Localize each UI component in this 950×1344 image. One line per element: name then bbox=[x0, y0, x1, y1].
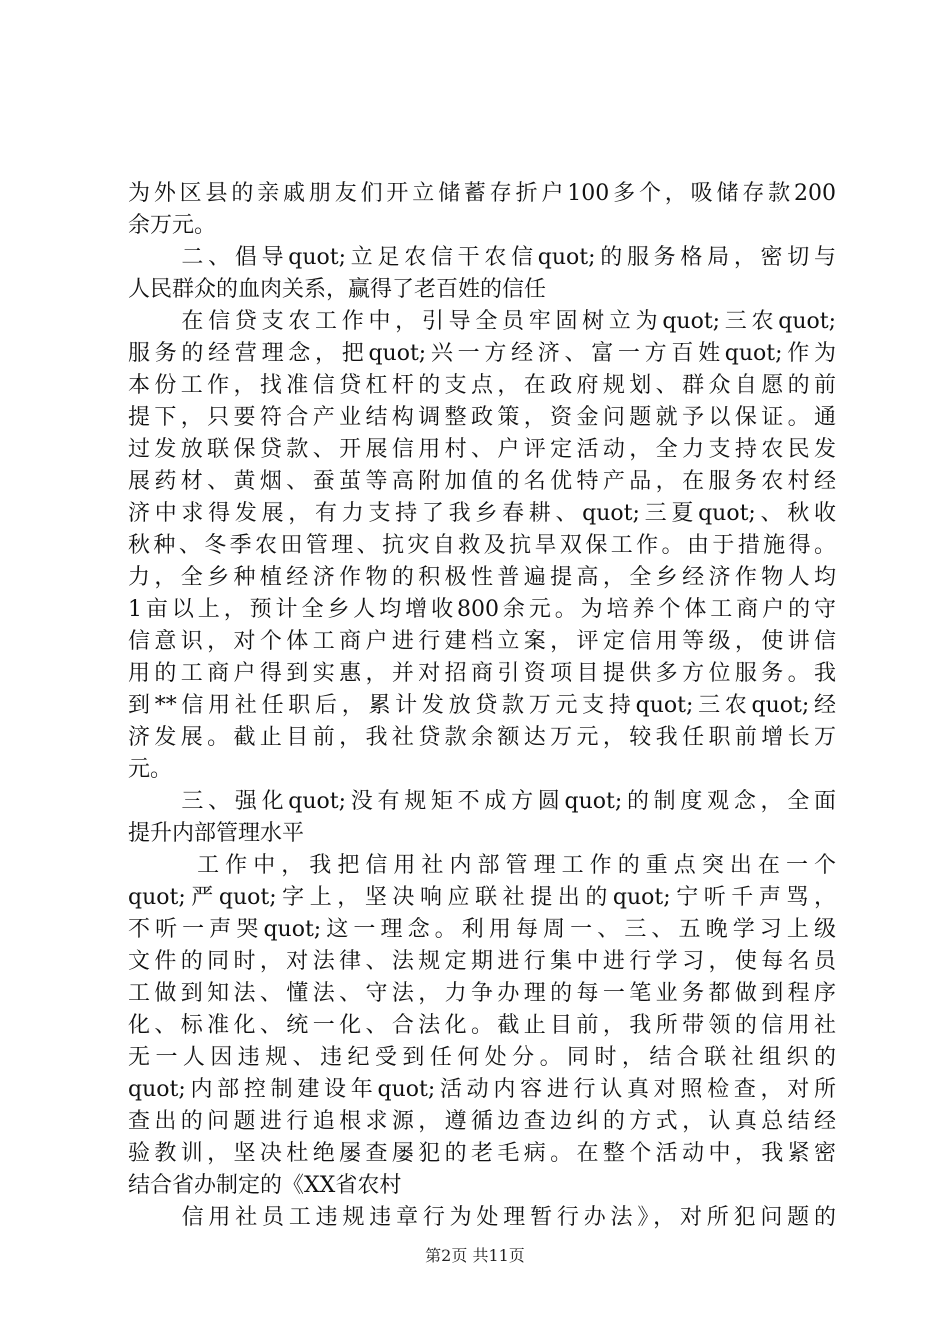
text-line: quot;内部控制建设年quot;活动内容进行认真对照检查，对所 bbox=[128, 1077, 836, 1102]
text-line: 为外区县的亲戚朋友们开立储蓄存折户100多个，吸储存款200 bbox=[128, 181, 836, 206]
text-line: 无一人因违规、违纪受到任何处分。同时，结合联社组织的 bbox=[128, 1045, 836, 1070]
text-line: 提升内部管理水平 bbox=[128, 821, 305, 846]
text-line: 化、标准化、统一化、合法化。截止目前，我所带领的信用社 bbox=[128, 1013, 836, 1038]
text-line: 信意识，对个体工商户进行建档立案，评定信用等级，使讲信 bbox=[128, 629, 836, 654]
paragraph bbox=[128, 1202, 836, 1234]
text-line: 元。 bbox=[128, 757, 173, 782]
paragraph bbox=[128, 786, 836, 850]
text-line: 工做到知法、懂法、守法，力争办理的每一笔业务都做到程序 bbox=[128, 981, 836, 1006]
text-line: 信用社员工违规违章行为处理暂行办法》，对所犯问题的 bbox=[128, 1205, 836, 1230]
text-line: 在信贷支农工作中，引导全员牢固树立为quot;三农quot; bbox=[128, 309, 836, 334]
text-line: 余万元。 bbox=[128, 213, 217, 238]
text-line: 验教训，坚决杜绝屡查屡犯的老毛病。在整个活动中，我紧密 bbox=[128, 1141, 836, 1166]
text-line: 秋种、冬季农田管理、抗灾自救及抗旱双保工作。由于措施得。 bbox=[128, 533, 836, 558]
paragraph bbox=[128, 178, 836, 242]
text-line: 二、倡导quot;立足农信干农信quot;的服务格局，密切与 bbox=[128, 245, 836, 270]
paragraph bbox=[128, 242, 836, 306]
text-line: 结合省办制定的《XX省农村 bbox=[128, 1173, 402, 1198]
text-line: 人民群众的血肉关系，赢得了老百姓的信任 bbox=[128, 277, 547, 302]
paragraph bbox=[128, 306, 836, 786]
text-line: 展药材、黄烟、蚕茧等高附加值的名优特产品，在服务农村经 bbox=[128, 469, 836, 494]
text-line: 过发放联保贷款、开展信用村、户评定活动，全力支持农民发 bbox=[128, 437, 836, 462]
text-line: 用的工商户得到实惠，并对招商引资项目提供多方位服务。我 bbox=[128, 661, 836, 686]
text-line: 查出的问题进行追根求源，遵循边查边纠的方式，认真总结经 bbox=[128, 1109, 836, 1134]
text-line: 不听一声哭quot;这一理念。利用每周一、三、五晚学习上级 bbox=[128, 917, 836, 942]
text-line: 服务的经营理念，把quot;兴一方经济、富一方百姓quot;作为 bbox=[128, 341, 836, 366]
text-line: 本份工作，找准信贷杠杆的支点，在政府规划、群众自愿的前 bbox=[128, 373, 836, 398]
body-text bbox=[128, 178, 836, 1234]
text-line: 力，全乡种植经济作物的积极性普遍提高，全乡经济作物人均 bbox=[128, 565, 836, 590]
text-line: quot;严quot;字上，坚决响应联社提出的quot;宁听千声骂， bbox=[128, 885, 836, 910]
text-line: 济发展。截止目前，我社贷款余额达万元，较我任职前增长万 bbox=[128, 725, 836, 750]
text-line: 1亩以上，预计全乡人均增收800余元。为培养个体工商户的守 bbox=[128, 597, 836, 622]
text-line: 工作中，我把信用社内部管理工作的重点突出在一个 bbox=[128, 853, 836, 878]
paragraph bbox=[128, 850, 836, 1202]
text-line: 三、强化quot;没有规矩不成方圆quot;的制度观念，全面 bbox=[128, 789, 836, 814]
text-line: 到**信用社任职后，累计发放贷款万元支持quot;三农quot;经 bbox=[128, 693, 836, 718]
page-number-footer: 第2页 共11页 bbox=[425, 1246, 525, 1265]
text-line: 提下，只要符合产业结构调整政策，资金问题就予以保证。通 bbox=[128, 405, 836, 430]
text-line: 济中求得发展，有力支持了我乡春耕、quot;三夏quot;、秋收 bbox=[128, 501, 836, 526]
text-line: 文件的同时，对法律、法规定期进行集中进行学习，使每名员 bbox=[128, 949, 836, 974]
